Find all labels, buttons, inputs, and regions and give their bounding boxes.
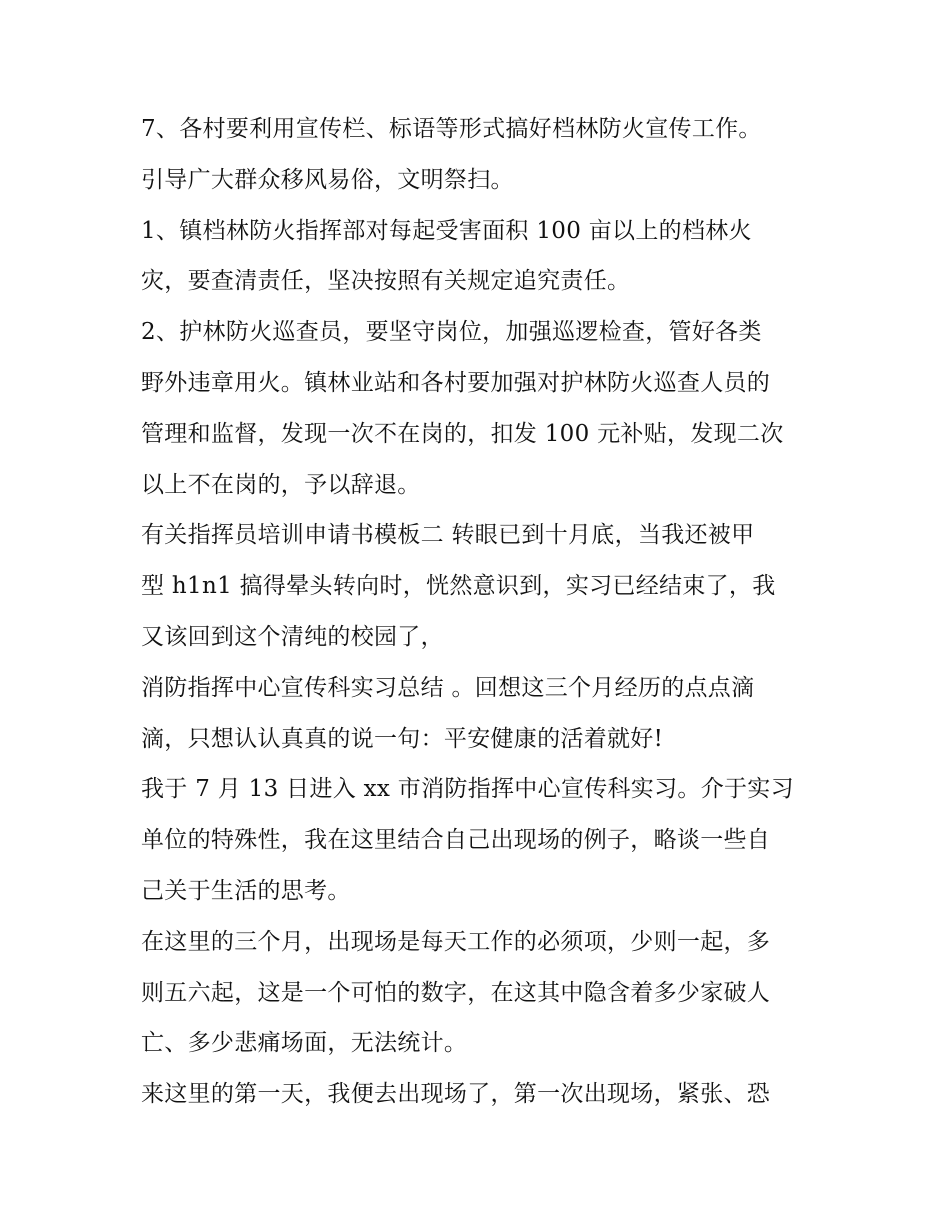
text-line: 2、护林防火巡查员，要坚守岗位，加强巡逻检查，管好各类 — [141, 319, 762, 346]
text-line: 在这里的三个月，出现场是每天工作的必须项，少则一起，多 — [141, 928, 771, 955]
text-line: 来这里的第一天，我便去出现场了，第一次出现场，紧张、恐 — [141, 1081, 771, 1108]
text-line: 灾，要查清责任，坚决按照有关规定追究责任。 — [141, 268, 631, 295]
text-line: 野外违章用火。镇林业站和各村要加强对护林防火巡查人员的 — [141, 369, 771, 396]
text-line: 管理和监督，发现一次不在岗的，扣发 100 元补贴，发现二次 — [141, 420, 784, 447]
text-line: 型 h1n1 搞得晕头转向时，恍然意识到，实习已经结束了，我 — [141, 573, 776, 600]
text-line: 引导广大群众移风易俗，文明祭扫。 — [141, 166, 514, 193]
text-line: 亡、多少悲痛场面，无法统计。 — [141, 1030, 468, 1057]
body-text — [141, 104, 831, 1120]
text-line: 己关于生活的思考。 — [141, 877, 351, 904]
text-line: 则五六起，这是一个可怕的数字，在这其中隐含着多少家破人 — [141, 979, 771, 1006]
text-line: 以上不在岗的，予以辞退。 — [141, 471, 421, 498]
text-line: 有关指挥员培训申请书模板二 转眼已到十月底，当我还被甲 — [141, 522, 755, 549]
text-line: 我于 7 月 13 日进入 xx 市消防指挥中心宣传科实习。介于实习 — [141, 776, 794, 803]
text-line: 单位的特殊性，我在这里结合自己出现场的例子，略谈一些自 — [141, 827, 771, 854]
text-line: 消防指挥中心宣传科实习总结 。回想这三个月经历的点点滴 — [141, 674, 755, 701]
text-line: 滴，只想认认真真的说一句：平安健康的活着就好! — [141, 725, 664, 752]
text-line: 又该回到这个清纯的校园了， — [141, 623, 444, 650]
text-line: 1、镇档林防火指挥部对每起受害面积 100 亩以上的档林火 — [141, 217, 752, 244]
text-line: 7、各村要利用宣传栏、标语等形式搞好档林防火宣传工作。 — [141, 116, 762, 142]
